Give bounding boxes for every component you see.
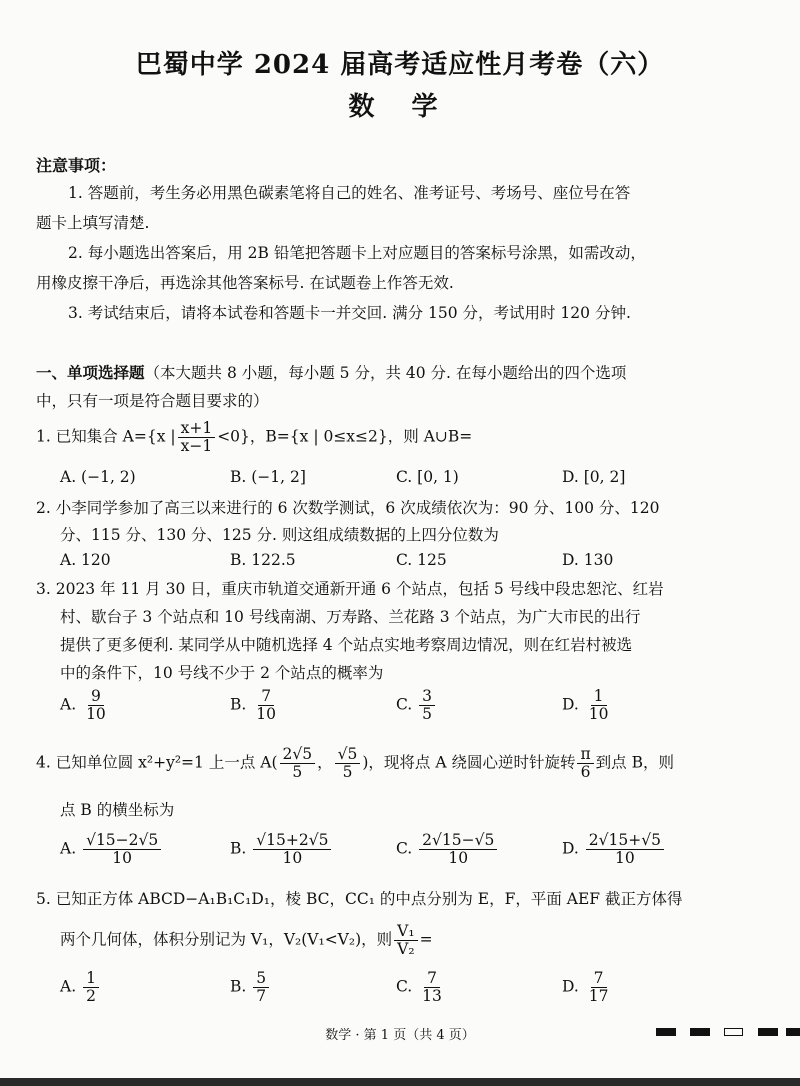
q5-a-num: 1 [83,970,99,988]
q1-option-b: B. (−1, 2] [230,468,306,486]
q3-option-b [230,688,281,723]
q5-d-label: D. [562,977,579,996]
q5-a-label: A. [60,977,77,996]
q4-ax-frac [280,746,316,781]
q4-d-den: 10 [614,849,635,868]
q5-c-label: C. [396,977,413,996]
q4-option-b [230,832,333,867]
q4-a-label: A. [60,839,77,858]
q4-angle-num: π [577,746,593,764]
q5-b-den: 7 [256,987,267,1006]
q3-a-num: 9 [88,688,104,706]
q5-d-frac [586,970,612,1005]
q5-a-frac [83,970,99,1005]
q3-line1: 3. 2023 年 11 月 30 日，重庆市轨道交通新开通 6 个站点，包括 5 号线中段忠恕沱、红岩 [36,580,664,598]
q5-option-d [562,970,613,1005]
q4-c-frac [419,832,497,867]
section1-desc-a: （本大题共 8 小题，每小题 5 分，共 40 分. 在每小题给出的四个选项 [144,364,627,382]
q3-option-c [396,688,437,723]
q3-option-a [60,688,111,723]
q4-prefix: 4. 已知单位圆 x²+y²=1 上一点 A( [36,753,278,772]
q1-set-open: {x | [146,427,176,446]
q5-line2-prefix: 两个几何体，体积分别记为 V₁，V₂(V₁<V₂)，则 [60,930,393,949]
q4-comma: ， [317,753,333,772]
question-4 [36,746,674,781]
q4-c-den: 10 [448,849,469,868]
q3-b-num: 7 [258,688,274,706]
q5-line1: 5. 已知正方体 ABCD−A₁B₁C₁D₁，棱 BC，CC₁ 的中点分别为 E，F，平面 AEF 截正方体得 [36,890,683,908]
q5-ratio-frac [394,923,417,958]
notice-item-1b: 题卡上填写清楚. [36,214,150,232]
q5-ratio-den: V₂ [397,940,415,959]
q1-option-c: C. [0, 1) [396,468,459,486]
q4-a-num: √15−2√5 [83,832,161,850]
q3-c-frac [419,688,435,723]
q4-ax-den: 5 [292,763,303,782]
q3-d-den: 10 [588,705,609,724]
scan-mark-3 [724,1028,743,1036]
notice-item-3: 3. 考试结束后，请将本试卷和答题卡一并交回. 满分 150 分，考试用时 120 分钟. [68,304,631,322]
q4-c-num: 2√15−√5 [419,832,497,850]
q4-d-label: D. [562,839,579,858]
q5-option-b [230,970,271,1005]
q3-a-den: 10 [86,705,106,724]
q5-option-c [396,970,447,1005]
q4-option-c [396,832,499,867]
q4-a-den: 10 [112,849,133,868]
q3-option-d [562,688,613,723]
q5-ratio-num: V₁ [394,923,417,941]
q4-b-den: 10 [282,849,303,868]
q4-ay-num: √5 [335,746,361,764]
scan-mark-2 [690,1028,710,1036]
q4-d-num: 2√15+√5 [586,832,664,850]
exam-title: 巴蜀中学 2024 届高考适应性月考卷（六） [135,50,665,80]
notice-item-2a: 2. 每小题选出答案后，用 2B 铅笔把答题卡上对应题目的答案标号涂黑，如需改动， [68,244,646,262]
q4-b-num: √15+2√5 [253,832,331,850]
q1-set-close: <0} [217,427,250,446]
q3-c-den: 5 [422,705,433,724]
q5-b-num: 5 [253,970,269,988]
q1-option-a: A. (−1, 2) [60,468,136,486]
q5-d-den: 17 [588,987,609,1006]
q2-option-a: A. 120 [60,551,111,569]
q4-option-d [562,832,666,867]
q2-line2: 分、115 分、130 分、125 分. 则这组成绩数据的上四分位数为 [60,526,499,544]
q4-ay-den: 5 [342,763,353,782]
q4-c-label: C. [396,839,413,858]
q2-line1: 2. 小李同学参加了高三以来进行的 6 次数学测试，6 次成绩依次为：90 分、100 分、120 [36,499,660,517]
notice-heading: 注意事项： [36,156,117,175]
q3-b-den: 10 [256,705,276,724]
q1-suffix: ，B={x | 0≤x≤2}，则 A∪B= [249,427,473,446]
q4-suffix: 到点 B，则 [595,753,674,772]
q5-d-num: 7 [591,970,607,988]
q5-b-label: B. [230,977,247,996]
notice-item-1a: 1. 答题前，考生务必用黑色碳素笔将自己的姓名、准考证号、考场号、座位号在答 [68,184,631,202]
scan-mark-1 [656,1028,676,1036]
section1-title: 一、单项选择题 [36,363,145,382]
q4-angle-den: 6 [580,763,591,782]
q3-d-frac [586,688,612,723]
q3-line2: 村、歇台子 3 个站点和 10 号线南湖、万寿路、兰花路 3 个站点，为广大市民的出行 [60,608,641,626]
q1-option-d: D. [0, 2] [562,468,626,486]
q5-b-frac [253,970,269,1005]
page-bottom-edge [0,1078,800,1086]
q3-line3: 提供了更多便利. 某同学从中随机选择 4 个站点实地考察周边情况，则在红岩村被选 [60,636,633,654]
scan-mark-4 [758,1028,778,1036]
q5-a-den: 2 [86,987,96,1006]
q4-option-a [60,832,163,867]
subject-title: 数 学 [348,92,452,122]
q4-angle-frac [577,746,593,781]
q3-a-label: A. [60,695,77,714]
q3-c-num: 3 [419,688,435,706]
q4-a-frac [83,832,161,867]
q5-c-frac [419,970,445,1005]
question-1 [36,420,472,455]
scan-mark-5 [786,1028,800,1036]
q5-line2 [60,923,433,958]
q4-d-frac [586,832,664,867]
page-footer: 数学 · 第 1 页（共 4 页） [325,1028,475,1043]
q3-d-num: 1 [591,688,607,706]
q2-option-b: B. 122.5 [230,551,296,569]
q3-d-label: D. [562,695,579,714]
q4-mid: )，现将点 A 绕圆心逆时针旋转 [362,753,576,772]
q5-option-a [60,970,101,1005]
q4-line2: 点 B 的横坐标为 [60,801,175,819]
q4-b-frac [253,832,331,867]
q4-b-label: B. [230,839,247,858]
q2-option-c: C. 125 [396,551,447,569]
q3-b-frac [253,688,279,723]
q3-b-label: B. [230,695,247,714]
q1-prefix: 1. 已知集合 A= [36,427,147,446]
q4-ax-num: 2√5 [280,746,316,764]
q1-fraction [178,420,216,455]
section1-line1 [36,361,626,383]
q5-line2-suffix: = [419,930,433,949]
section1-desc-b: 中，只有一项是符合题目要求的） [36,392,269,410]
q1-frac-den: x−1 [180,437,213,456]
q3-c-label: C. [396,695,413,714]
q1-frac-num: x+1 [178,420,216,438]
q5-c-num: 7 [424,970,440,988]
q3-line4: 中的条件下，10 号线不少于 2 个站点的概率为 [60,664,384,682]
q5-c-den: 13 [422,987,442,1006]
q3-a-frac [83,688,109,723]
q2-option-d: D. 130 [562,551,614,569]
notice-item-2b: 用橡皮擦干净后，再选涂其他答案标号. 在试题卷上作答无效. [36,274,454,292]
q4-ay-frac [335,746,361,781]
